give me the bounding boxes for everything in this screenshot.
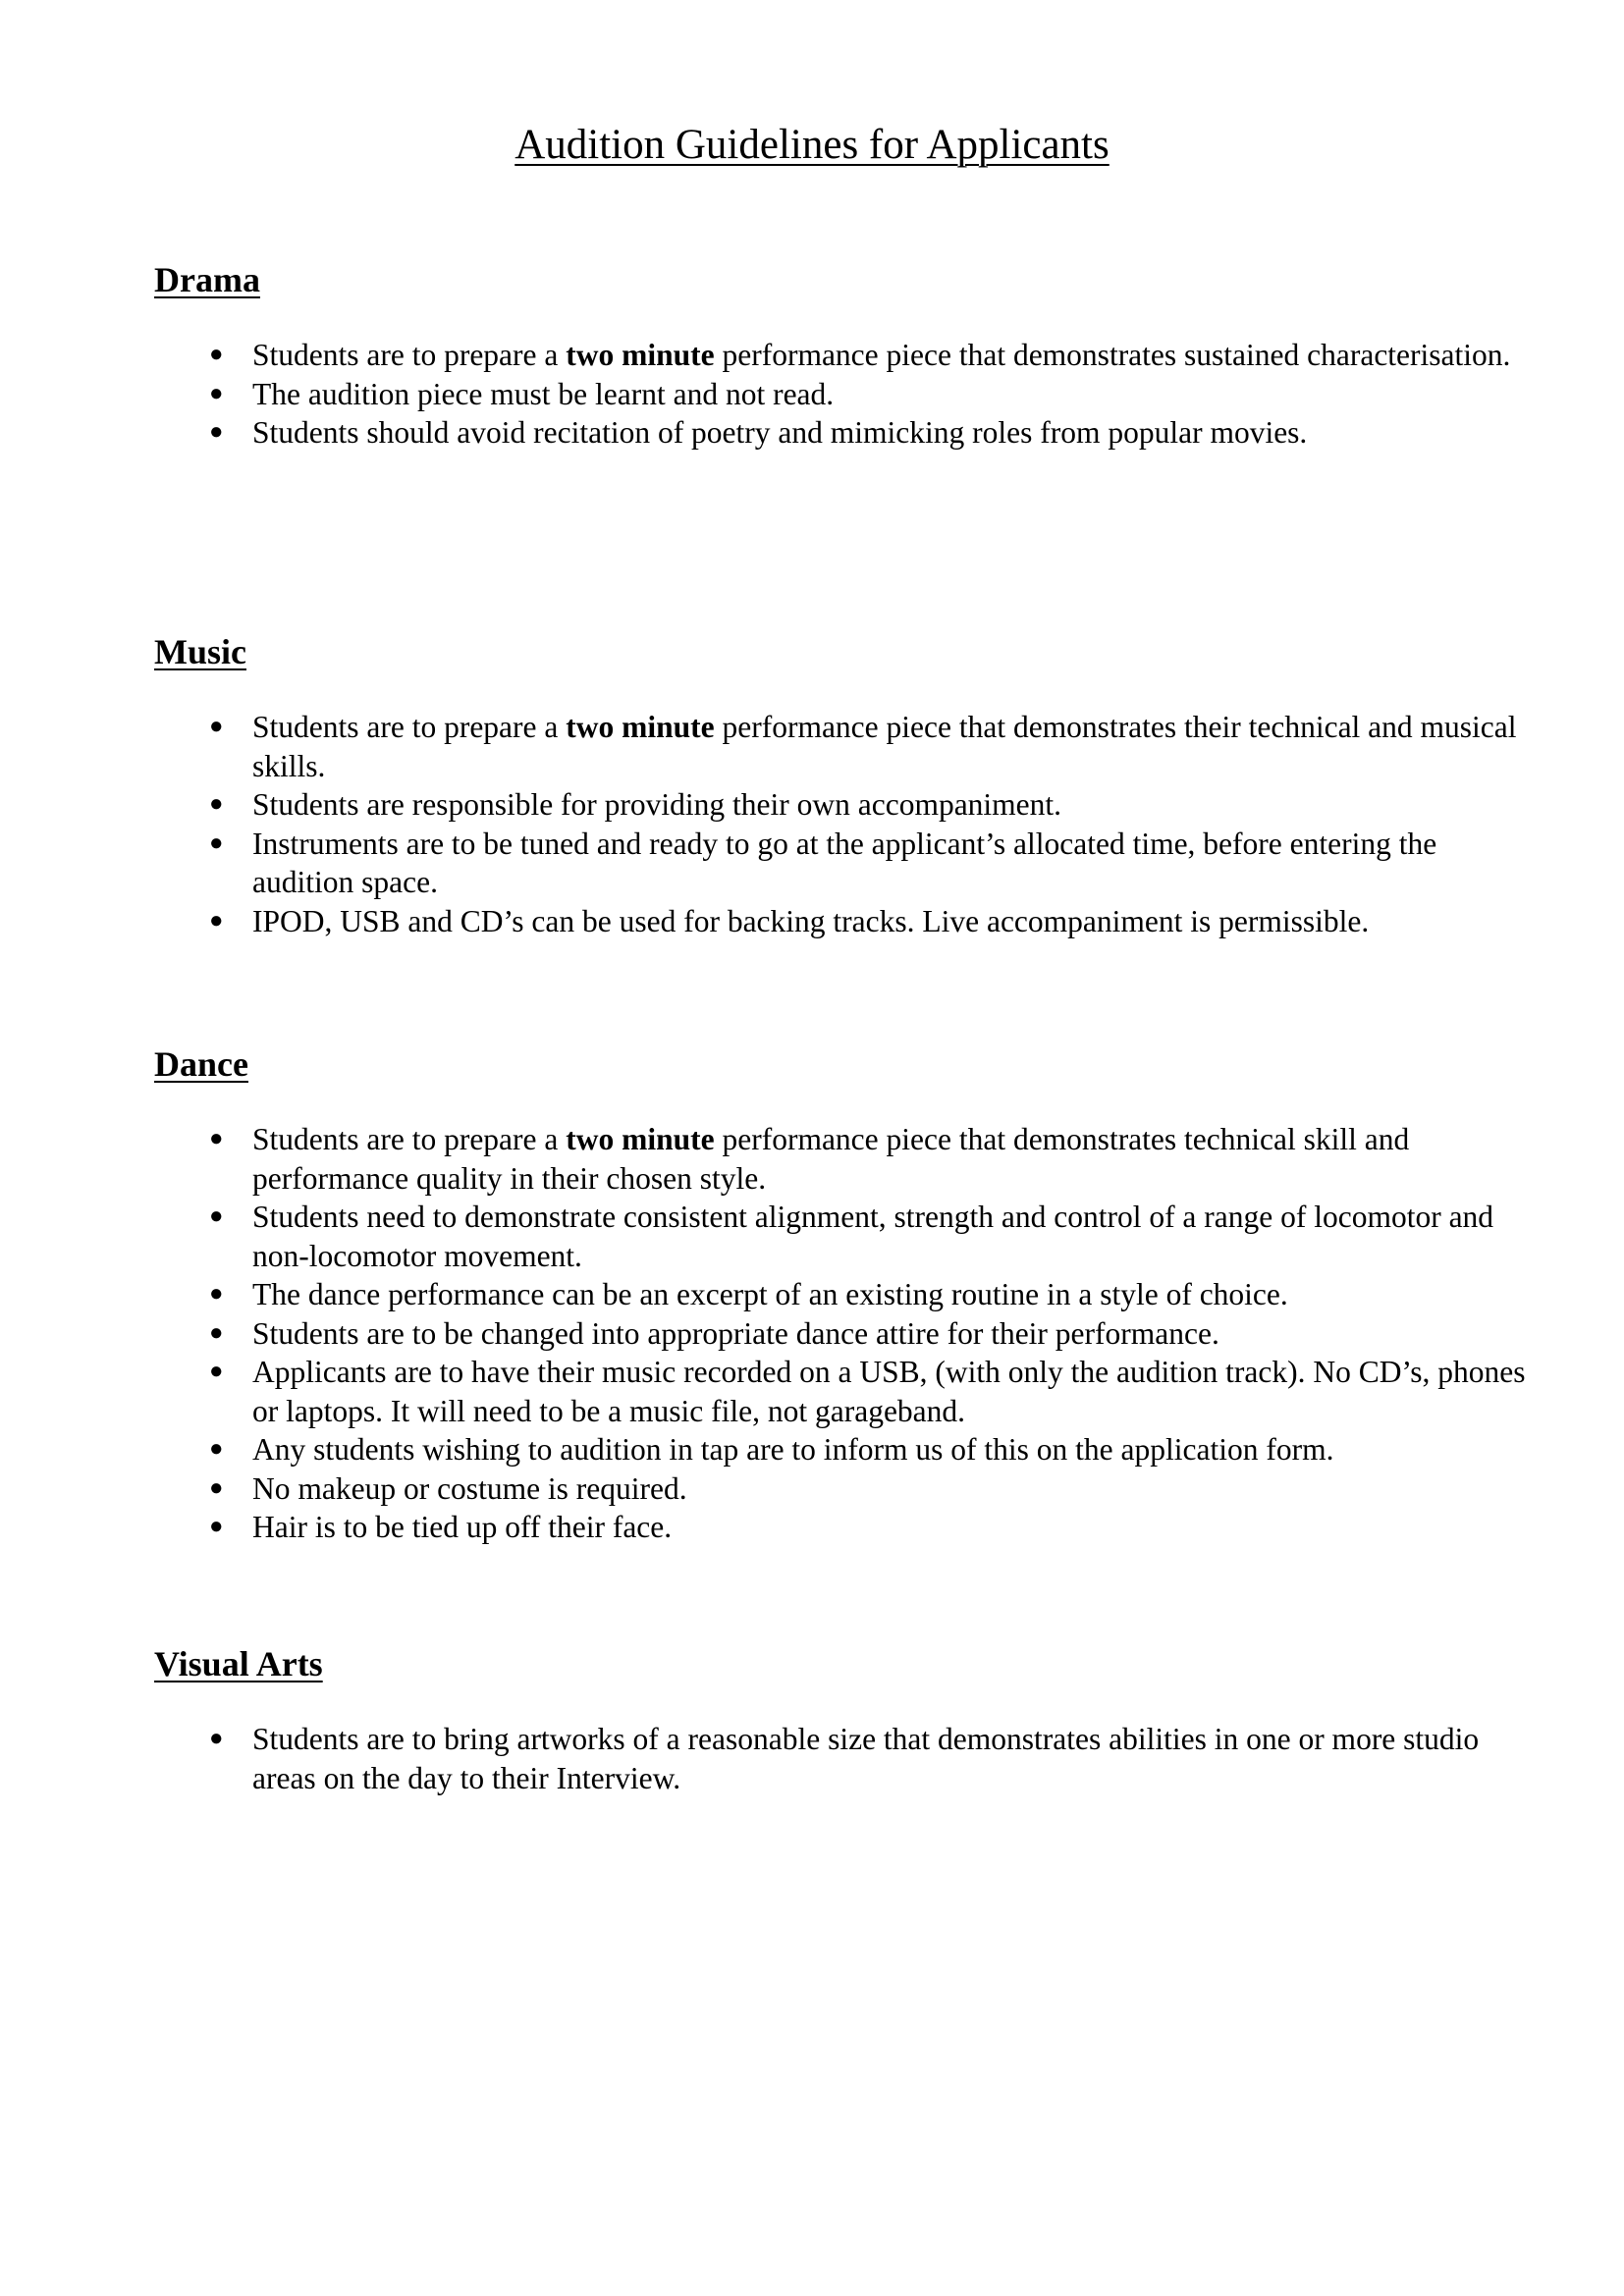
list-item: ● Students are responsible for providing their own accompaniment.: [154, 785, 1529, 825]
bullet-icon: ●: [209, 1474, 224, 1501]
section-visual-arts: [154, 1639, 1529, 1797]
bullet-icon: ●: [209, 419, 224, 445]
bullet-icon: ●: [209, 1126, 224, 1151]
section-heading: Music: [154, 632, 246, 671]
bullet-icon: ●: [209, 342, 224, 367]
bullet-list: [154, 1720, 1529, 1797]
bullet-icon: ●: [209, 1319, 224, 1346]
bullet-icon: ●: [209, 1281, 224, 1307]
list-item: ● Instruments are to be tuned and ready to go at the applicant’s allocated time, before entering the audition space.: [209, 826, 1437, 899]
section-heading: Dance: [154, 1044, 248, 1084]
list-item: ● The dance performance can be an excerpt of an existing routine in a style of choice.: [154, 1275, 1529, 1314]
section-heading: Drama: [154, 260, 260, 299]
bullet-icon: ●: [209, 907, 224, 934]
list-item: ● The audition piece must be learnt and not read.: [154, 375, 1529, 414]
bullet-icon: ●: [209, 1359, 224, 1384]
list-item: ● Students are to bring artworks of a reasonable size that demonstrates abilities in one or more studio areas on the day to their Interview.: [209, 1722, 1480, 1795]
bullet-icon: ●: [209, 380, 224, 406]
section-music: [154, 627, 1529, 940]
bullet-list: [154, 1120, 1529, 1547]
list-item: ● Students should avoid recitation of poetry and mimicking roles from popular movies.: [154, 413, 1529, 453]
list-item: ● Any students wishing to audition in tap are to inform us of this on the application form.: [154, 1430, 1529, 1469]
list-item: ● Students are to prepare a two minute performance piece that demonstrates technical skill and performance quality in their chosen style.: [209, 1122, 1410, 1196]
list-item: ● Applicants are to have their music recorded on a USB, (with only the audition track). No CD’s, phones or laptops. It will need to be a music file, not garageband.: [209, 1355, 1526, 1428]
list-item: ● Students are to prepare a two minute performance piece that demonstrates their technical and musical skills.: [209, 710, 1517, 783]
list-item: ● Students are to be changed into appropriate dance attire for their performance.: [154, 1314, 1529, 1354]
document-title: Audition Guidelines for Applicants: [514, 122, 1110, 168]
section-dance: [154, 1040, 1529, 1547]
list-item: ● IPOD, USB and CD’s can be used for backing tracks. Live accompaniment is permissible.: [154, 902, 1529, 941]
bullet-icon: ●: [209, 1436, 224, 1462]
section-heading: Visual Arts: [154, 1644, 323, 1683]
bullet-icon: ●: [209, 714, 224, 739]
list-item: ● Students need to demonstrate consistent alignment, strength and control of a range of locomotor and non-locomotor movement.: [209, 1200, 1494, 1273]
bullet-icon: ●: [209, 829, 224, 856]
list-item: ● Hair is to be tied up off their face.: [154, 1508, 1529, 1547]
bullet-list: [154, 336, 1529, 453]
bullet-icon: ●: [209, 791, 224, 817]
list-item: ● No makeup or costume is required.: [154, 1469, 1529, 1509]
section-drama: [154, 255, 1529, 453]
bullet-icon: ●: [209, 1514, 224, 1539]
list-item: ● Students are to prepare a two minute performance piece that demonstrates sustained characterisation.: [154, 336, 1529, 375]
bullet-icon: ●: [209, 1726, 224, 1751]
bullet-list: [154, 708, 1529, 940]
bullet-icon: ●: [209, 1203, 224, 1229]
